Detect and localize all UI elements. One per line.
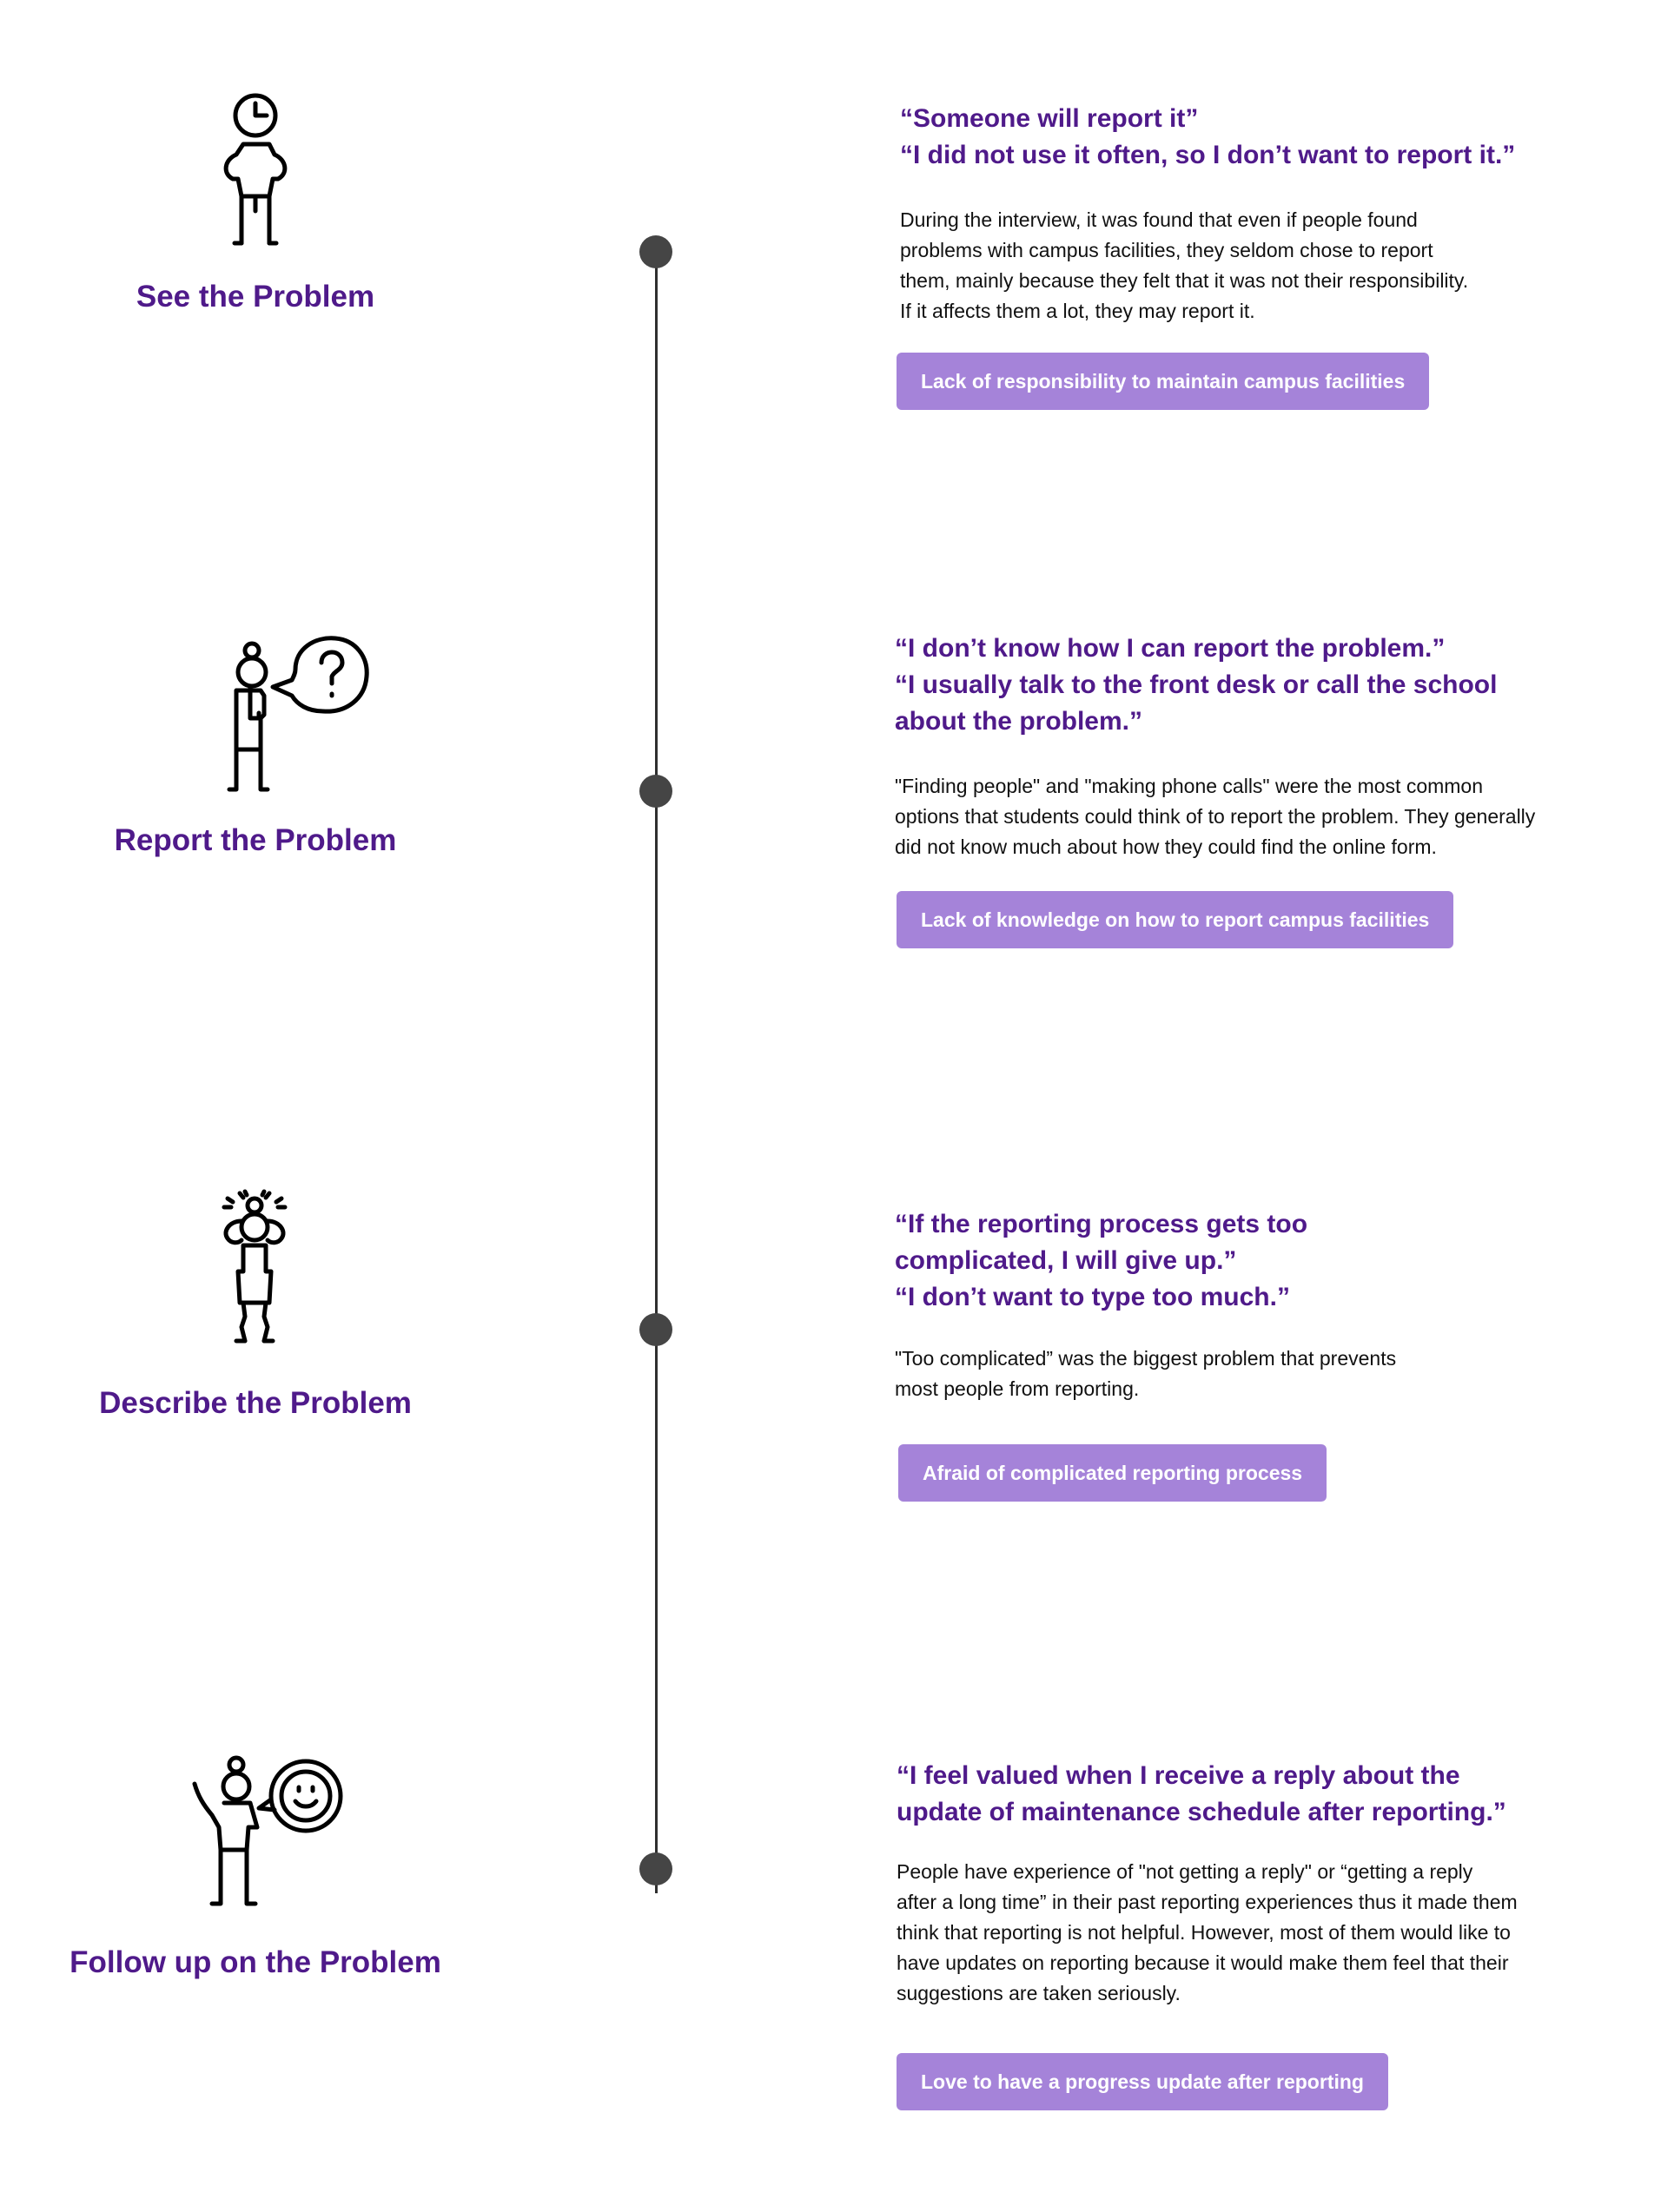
description-line: If it affects them a lot, they may report it. xyxy=(900,300,1255,322)
description-line: after a long time” in their past reporting experiences thus it made them xyxy=(897,1891,1518,1913)
quote-line: update of maintenance schedule after reporting.” xyxy=(897,1798,1506,1826)
quote-line: “If the reporting process gets too xyxy=(895,1210,1308,1238)
description xyxy=(897,1857,1518,2009)
insight-tag: Lack of knowledge on how to report campus facilities xyxy=(897,891,1453,948)
description xyxy=(900,205,1468,327)
description-line: them, mainly because they felt that it was not their responsibility. xyxy=(900,269,1469,292)
insight-tag: Lack of responsibility to maintain campus facilities xyxy=(897,353,1429,410)
quote xyxy=(895,631,1497,740)
description-line: problems with campus facilities, they seldom chose to report xyxy=(900,239,1433,261)
quote-line: “I don’t know how I can report the problem.” xyxy=(895,634,1446,663)
waving-person-with-smiley-icon xyxy=(191,1754,347,1911)
timeline-dot xyxy=(639,1313,672,1346)
person-with-question-bubble-icon xyxy=(219,638,367,803)
description-line: suggestions are taken seriously. xyxy=(897,1982,1181,2004)
person-with-clock-icon xyxy=(217,94,321,259)
frustrated-person-icon xyxy=(212,1195,299,1351)
timeline-line xyxy=(655,252,658,1893)
insight-tag: Afraid of complicated reporting process xyxy=(898,1444,1327,1502)
quote xyxy=(897,1758,1506,1831)
description-line: did not know much about how they could find the online form. xyxy=(895,835,1437,858)
description xyxy=(895,771,1535,862)
timeline-dot xyxy=(639,1852,672,1885)
insight-tag: Love to have a progress update after reporting xyxy=(897,2053,1388,2110)
timeline-dot xyxy=(639,235,672,268)
description-line: options that students could think of to report the problem. They generally xyxy=(895,805,1536,828)
quote-line: complicated, I will give up.” xyxy=(895,1246,1237,1275)
quote xyxy=(895,1206,1307,1316)
stage-title: See the Problem xyxy=(136,280,375,314)
description-line: People have experience of "not getting a reply" or “getting a reply xyxy=(897,1860,1473,1883)
quote-line: about the problem.” xyxy=(895,707,1142,736)
description-line: most people from reporting. xyxy=(895,1377,1140,1400)
description xyxy=(895,1344,1396,1404)
quote-line: “I did not use it often, so I don’t want to report it.” xyxy=(900,141,1516,169)
stage-title: Describe the Problem xyxy=(99,1386,412,1420)
description-line: have updates on reporting because it would make them feel that their xyxy=(897,1951,1509,1974)
timeline-dot xyxy=(639,775,672,808)
quote-line: “I don’t want to type too much.” xyxy=(895,1283,1290,1311)
description-line: During the interview, it was found that even if people found xyxy=(900,208,1418,231)
description-line: think that reporting is not helpful. However, most of them would like to xyxy=(897,1921,1511,1944)
description-line: "Too complicated” was the biggest problem that prevents xyxy=(895,1347,1397,1370)
description-line: "Finding people" and "making phone calls" were the most common xyxy=(895,775,1484,797)
quote xyxy=(900,101,1515,174)
stage-title: Follow up on the Problem xyxy=(69,1945,441,1979)
quote-line: “I feel valued when I receive a reply about the xyxy=(897,1761,1460,1790)
stage-title: Report the Problem xyxy=(114,823,397,857)
quote-line: “I usually talk to the front desk or call the school xyxy=(895,670,1498,699)
quote-line: “Someone will report it” xyxy=(900,104,1199,133)
